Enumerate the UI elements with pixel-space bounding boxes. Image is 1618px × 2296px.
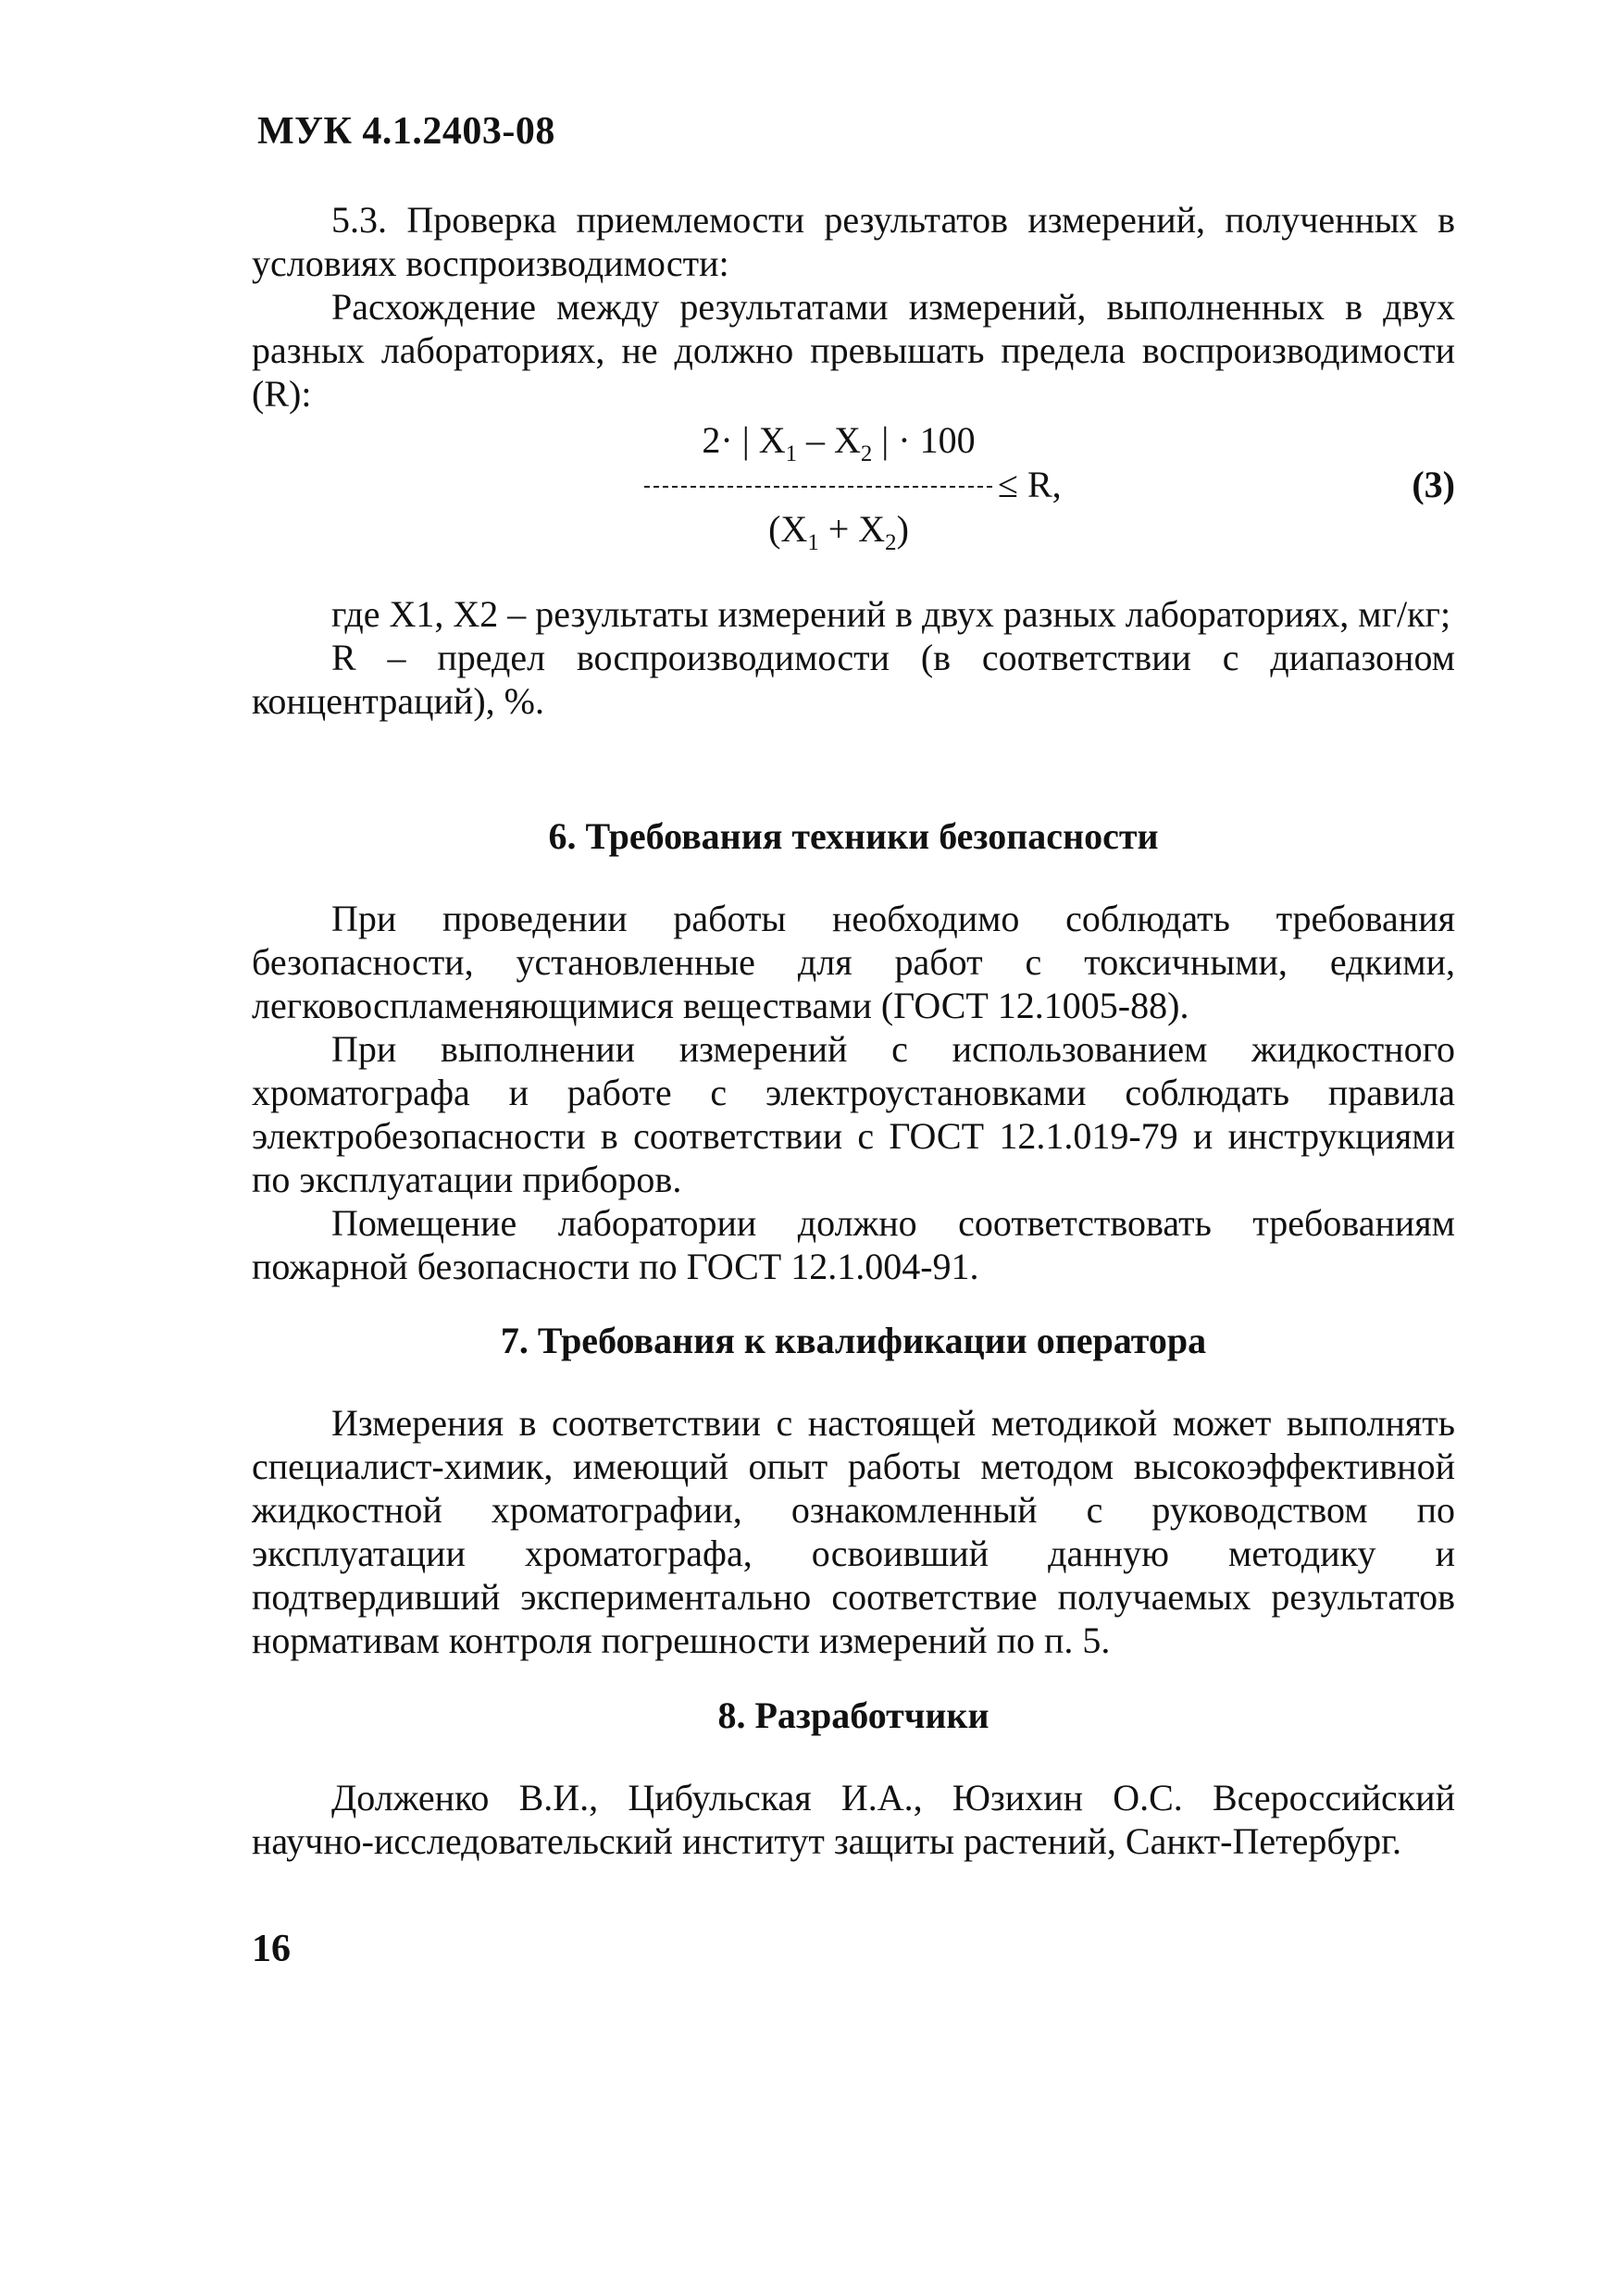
section-7-heading: 7. Требования к квалификации оператора	[500, 1320, 1207, 1361]
section-5-3-title: 5.3. Проверка приемлемости результатов измерений, полученных в условиях воспроизводимости:	[252, 199, 1455, 284]
document-id-header: МУК 4.1.2403-08	[257, 110, 555, 153]
section-6	[252, 814, 1455, 1288]
section-6-p1: При проведении работы необходимо соблюдать требования безопасности, установленные для работ с токсичными, едкими, легковоспламеняющимися веществами (ГОСТ 12.1005-88).	[252, 898, 1455, 1026]
section-5-3-body: Расхождение между результатами измерений, выполненных в двух разных лабораториях, не должно превышать предела воспроизводимости (R):	[252, 286, 1455, 415]
formula-subscript: 1	[785, 441, 797, 466]
section-8	[252, 1694, 1455, 1863]
section-7-p1: Измерения в соответствии с настоящей методикой может выполнять специалист-химик, имеющий опыт работы методом высокоэффективной жидкостной хроматографии, ознакомленный с руководством по эксплуатации хроматографа, освоивший данную методику и подтвердивший экспериментально соответствие получаемых результатов нормативам контроля погрешности измерений по п. 5.	[252, 1402, 1455, 1661]
formula-denominator	[644, 507, 1033, 556]
formula-denominator-part: )	[896, 508, 909, 550]
legend-where: где X1, X2 – результаты измерений в двух разных лабораториях, мг/кг;	[331, 593, 1451, 635]
formula-numerator-part: | · 100	[872, 419, 976, 461]
section-6-heading: 6. Требования техники безопасности	[548, 815, 1159, 857]
formula-denominator-part: + X	[818, 508, 886, 550]
legend-r: R – предел воспроизводимости (в соответствии с диапазоном концентраций), %.	[252, 637, 1455, 722]
section-8-p1: Долженко В.И., Цибульская И.А., Юзихин О.С. Всероссийский научно-исследовательский институт защиты растений, Санкт-Петербург.	[252, 1777, 1455, 1862]
formula-legend	[252, 592, 1455, 723]
formula-subscript: 2	[860, 441, 873, 466]
section-6-p3: Помещение лаборатории должно соответствовать требованиям пожарной безопасности по ГОСТ 12.1.004-91.	[252, 1202, 1455, 1287]
section-8-heading: 8. Разработчики	[717, 1694, 989, 1736]
formula-numerator-part: – X	[797, 419, 861, 461]
formula-subscript: 2	[885, 530, 897, 555]
fraction-bar	[644, 486, 992, 488]
formula-numerator	[644, 418, 1033, 467]
section-5-3	[252, 198, 1455, 416]
formula-numerator-part: 2· | X	[702, 419, 786, 461]
formula-subscript: 1	[807, 530, 819, 555]
page-number: 16	[252, 1928, 291, 1970]
formula-denominator-part: (X	[768, 508, 808, 550]
reproducibility-formula	[252, 418, 1455, 566]
equation-number: (3)	[1412, 464, 1455, 505]
section-6-p2: При выполнении измерений с использованием жидкостного хроматографа и работе с электроустановками соблюдать правила электробезопасности в соответствии с ГОСТ 12.1.019-79 и инструкциями по эксплуатации приборов.	[252, 1028, 1455, 1200]
formula-rhs: ≤ R,	[998, 464, 1062, 505]
section-7	[252, 1319, 1455, 1662]
